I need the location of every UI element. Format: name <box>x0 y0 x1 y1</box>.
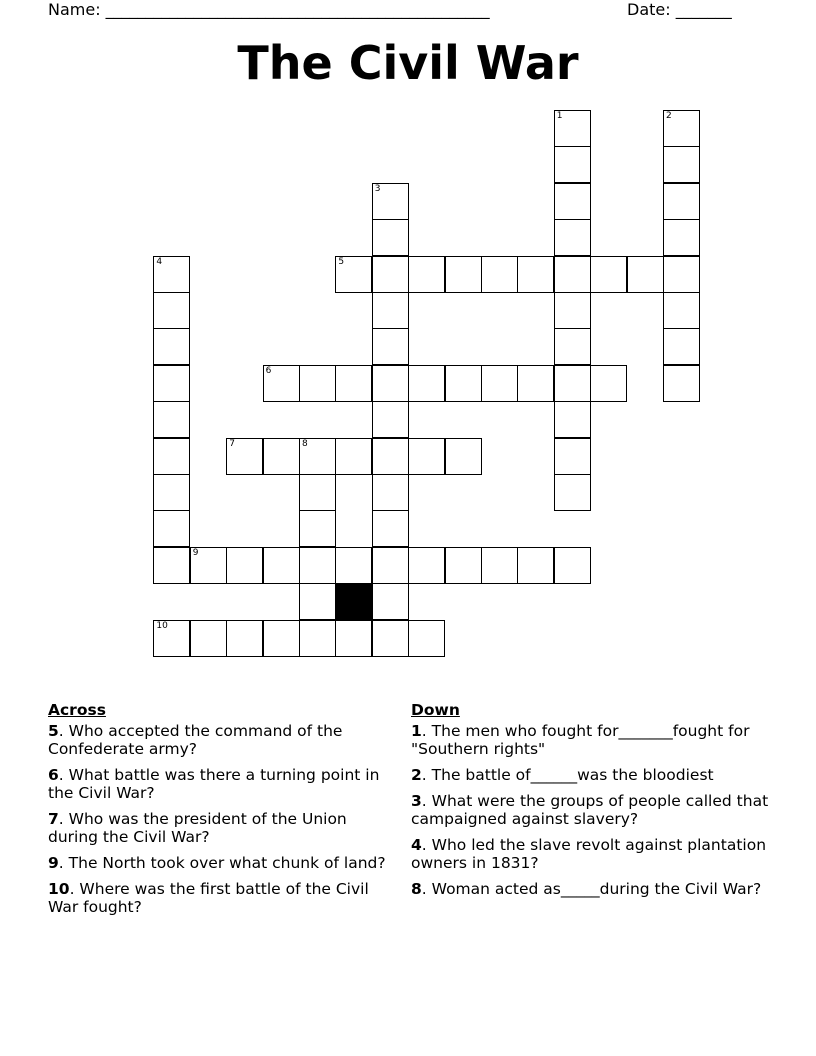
grid-cell[interactable] <box>554 438 591 475</box>
grid-cell[interactable] <box>299 620 336 657</box>
grid-cell[interactable] <box>627 256 664 293</box>
grid-cell[interactable] <box>299 510 336 547</box>
grid-cell[interactable] <box>663 110 700 147</box>
grid-cell[interactable] <box>263 620 300 657</box>
grid-cell[interactable] <box>335 256 372 293</box>
clue-down-1 <box>411 722 791 758</box>
grid-cell[interactable] <box>408 620 445 657</box>
clue-text: . Who accepted the command of the Confederate army? <box>48 722 343 758</box>
clue-number: 8 <box>411 880 422 898</box>
grid-cell[interactable] <box>372 256 409 293</box>
grid-cell[interactable] <box>408 256 445 293</box>
clue-across-6 <box>48 766 398 802</box>
clue-across-10 <box>48 880 398 916</box>
grid-cell[interactable] <box>445 365 482 402</box>
black-square <box>335 583 372 620</box>
grid-cell[interactable] <box>153 328 190 365</box>
clue-across-5 <box>48 722 398 758</box>
clue-text: . The men who fought for_______fought for "Southern rights" <box>411 722 750 758</box>
clue-text: . The battle of______was the bloodiest <box>421 766 714 784</box>
grid-cell[interactable] <box>372 438 409 475</box>
grid-cell[interactable] <box>372 474 409 511</box>
grid-cell[interactable] <box>554 365 591 402</box>
clue-number: 7 <box>48 810 59 828</box>
grid-cell[interactable] <box>372 583 409 620</box>
grid-cell[interactable] <box>481 365 518 402</box>
clue-text: . The North took over what chunk of land? <box>58 854 386 872</box>
clue-number: 10 <box>48 880 70 898</box>
grid-cell[interactable] <box>299 365 336 402</box>
clue-down-2 <box>411 766 791 784</box>
grid-cell[interactable] <box>372 328 409 365</box>
clue-text: . Who led the slave revolt against plantation owners in 1831? <box>411 836 767 872</box>
grid-cell[interactable] <box>372 401 409 438</box>
grid-cell[interactable] <box>226 438 263 475</box>
grid-cell[interactable] <box>299 474 336 511</box>
clue-down-3 <box>411 792 791 828</box>
grid-cell[interactable] <box>554 183 591 220</box>
name-field-line[interactable]: Name: ________________________________________________ <box>48 0 490 19</box>
grid-cell[interactable] <box>517 365 554 402</box>
date-field-line[interactable]: Date: _______ <box>627 0 732 19</box>
grid-cell[interactable] <box>663 328 700 365</box>
cell-number: 5 <box>338 256 345 267</box>
grid-cell[interactable] <box>372 183 409 220</box>
grid-cell[interactable] <box>554 146 591 183</box>
grid-cell[interactable] <box>481 547 518 584</box>
grid-cell[interactable] <box>554 474 591 511</box>
clue-text: . Who was the president of the Union during the Civil War? <box>48 810 347 846</box>
grid-cell[interactable] <box>226 620 263 657</box>
grid-cell[interactable] <box>663 365 700 402</box>
grid-cell[interactable] <box>153 620 190 657</box>
grid-cell[interactable] <box>190 547 227 584</box>
clue-number: 3 <box>411 792 422 810</box>
grid-cell[interactable] <box>153 292 190 329</box>
grid-cell[interactable] <box>554 328 591 365</box>
grid-cell[interactable] <box>554 292 591 329</box>
grid-cell[interactable] <box>153 510 190 547</box>
cell-number: 8 <box>302 438 308 449</box>
clue-down-8 <box>411 880 791 898</box>
down-clues <box>411 701 791 906</box>
grid-cell[interactable] <box>263 547 300 584</box>
clue-number: 6 <box>48 766 59 784</box>
grid-cell[interactable] <box>554 401 591 438</box>
grid-cell[interactable] <box>190 620 227 657</box>
down-heading: Down <box>411 701 460 719</box>
grid-cell[interactable] <box>263 365 300 402</box>
page-title: The Civil War <box>237 36 579 90</box>
grid-cell[interactable] <box>663 146 700 183</box>
grid-cell[interactable] <box>590 256 627 293</box>
grid-cell[interactable] <box>663 219 700 256</box>
grid-cell[interactable] <box>445 438 482 475</box>
grid-cell[interactable] <box>153 365 190 402</box>
grid-cell[interactable] <box>299 547 336 584</box>
grid-cell[interactable] <box>372 365 409 402</box>
grid-cell[interactable] <box>554 110 591 147</box>
grid-cell[interactable] <box>517 256 554 293</box>
grid-cell[interactable] <box>153 474 190 511</box>
cell-number: 7 <box>229 438 235 449</box>
clue-text: . Where was the first battle of the Civil War fought? <box>48 880 369 916</box>
grid-cell[interactable] <box>408 438 445 475</box>
cell-number: 1 <box>556 111 563 121</box>
grid-cell[interactable] <box>372 292 409 329</box>
clue-across-7 <box>48 810 398 846</box>
clue-number: 9 <box>48 854 59 872</box>
grid-cell[interactable] <box>663 183 700 220</box>
clue-down-4 <box>411 836 791 872</box>
grid-cell[interactable] <box>263 438 300 475</box>
grid-cell[interactable] <box>372 620 409 657</box>
grid-cell[interactable] <box>299 583 336 620</box>
grid-cell[interactable] <box>153 547 190 584</box>
grid-cell[interactable] <box>663 256 700 293</box>
cell-number: 9 <box>192 547 199 558</box>
clue-number: 4 <box>411 836 422 854</box>
clue-number: 2 <box>411 766 422 784</box>
grid-cell[interactable] <box>372 510 409 547</box>
grid-cell[interactable] <box>372 219 409 256</box>
grid-cell[interactable] <box>408 547 445 584</box>
grid-cell[interactable] <box>153 438 190 475</box>
across-heading: Across <box>48 701 106 719</box>
grid-cell[interactable] <box>481 256 518 293</box>
cell-number: 6 <box>265 365 272 376</box>
cell-number: 10 <box>156 620 168 631</box>
grid-cell[interactable] <box>372 547 409 584</box>
clue-text: . What battle was there a turning point in the Civil War? <box>48 766 380 802</box>
cell-number: 3 <box>374 183 381 194</box>
grid-cell[interactable] <box>408 365 445 402</box>
grid-cell[interactable] <box>554 219 591 256</box>
grid-cell[interactable] <box>554 256 591 293</box>
cell-number: 2 <box>666 111 672 121</box>
grid-cell[interactable] <box>335 365 372 402</box>
grid-cell[interactable] <box>335 438 372 475</box>
grid-cell[interactable] <box>153 256 190 293</box>
grid-cell[interactable] <box>153 401 190 438</box>
grid-cell[interactable] <box>590 365 627 402</box>
grid-cell[interactable] <box>663 292 700 329</box>
cell-number: 4 <box>156 256 163 267</box>
clue-across-9 <box>48 854 398 872</box>
grid-cell[interactable] <box>299 438 336 475</box>
clue-number: 5 <box>48 722 59 740</box>
grid-cell[interactable] <box>335 547 372 584</box>
clue-text: . What were the groups of people called that campaigned against slavery? <box>411 792 769 828</box>
grid-cell[interactable] <box>226 547 263 584</box>
grid-cell[interactable] <box>554 547 591 584</box>
clue-text: . Woman acted as_____during the Civil War? <box>421 880 762 898</box>
grid-cell[interactable] <box>335 620 372 657</box>
grid-cell[interactable] <box>445 547 482 584</box>
across-clues <box>48 701 398 924</box>
grid-cell[interactable] <box>445 256 482 293</box>
clue-number: 1 <box>411 722 422 740</box>
grid-cell[interactable] <box>517 547 554 584</box>
